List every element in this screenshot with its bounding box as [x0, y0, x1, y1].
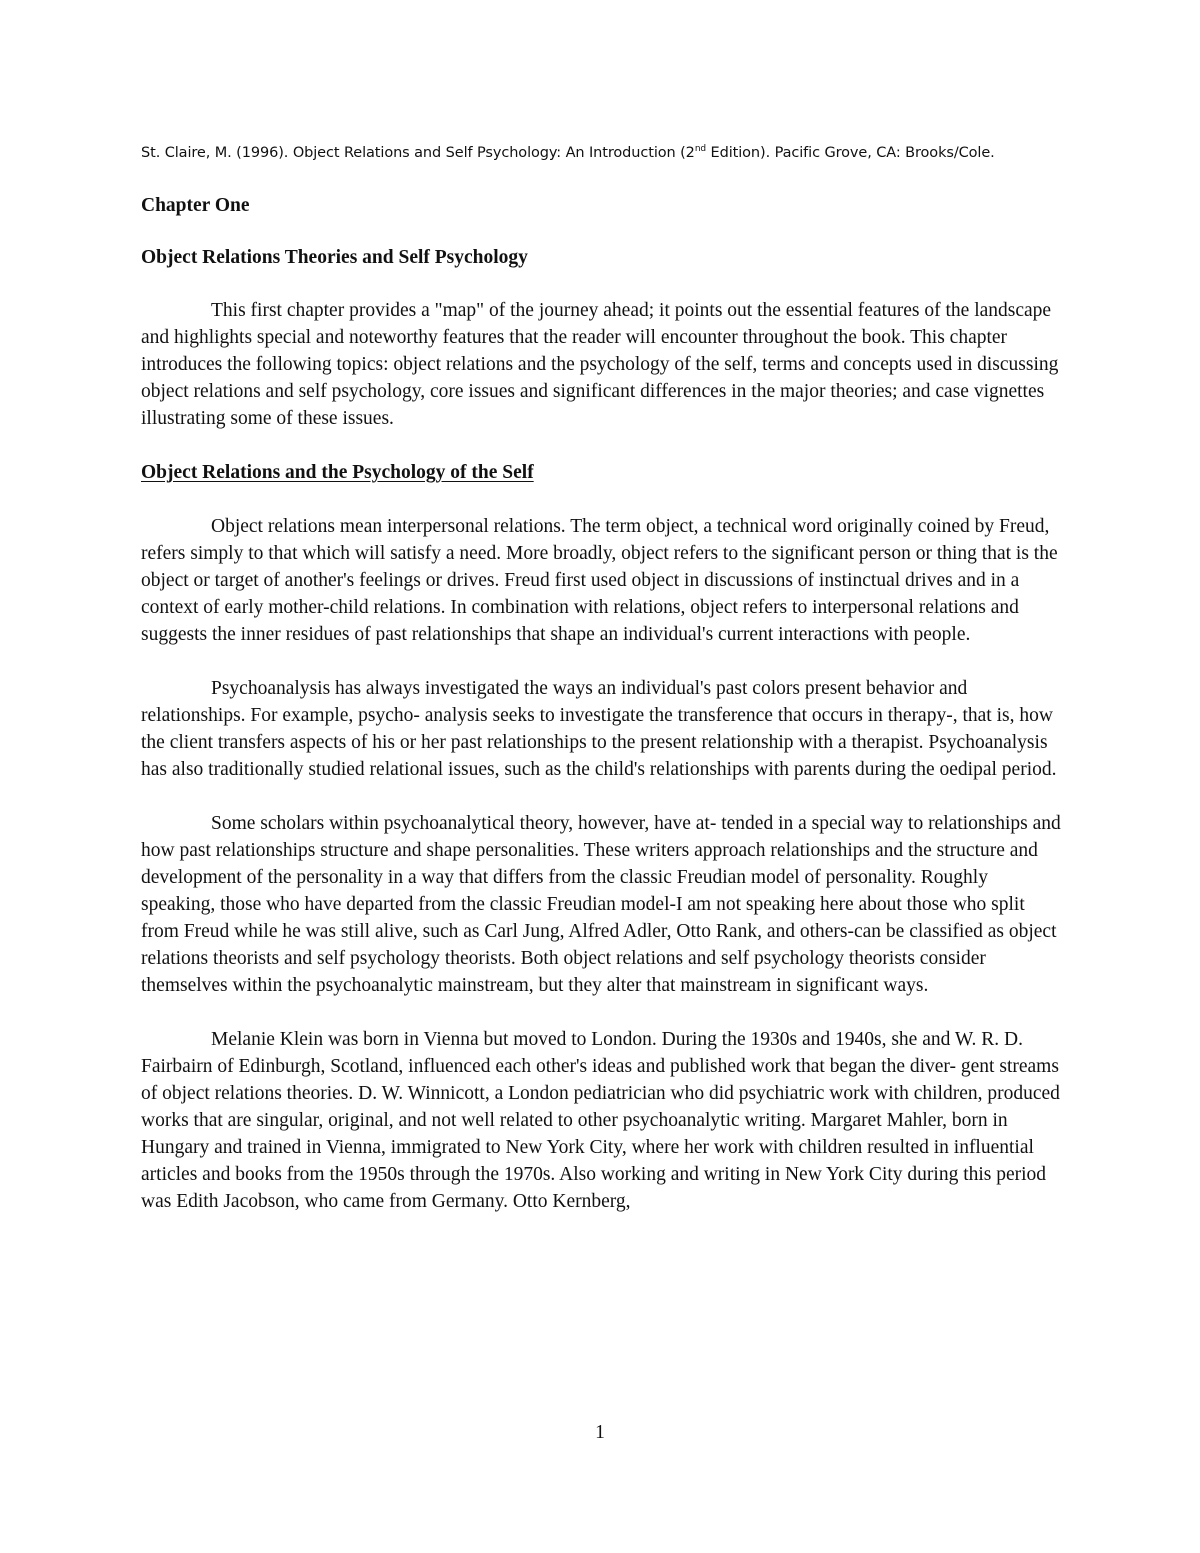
citation-text: St. Claire, M. (1996). Object Relations and Self Psychology: An Introduction (2 [141, 145, 695, 161]
section-title: Object Relations and the Psychology of the Self [141, 462, 534, 483]
body-paragraph: Object relations mean interpersonal relations. The term object, a technical word originally coined by Freud, refers simply to that which will satisfy a need. More broadly, object refers to the significant person or thing that is the object or target of another's feelings or drives. Freud first used object in discussions of instinctual drives and in a context of early mother-child relations. In combination with relations, object refers to interpersonal relations and suggests the inner residues of past relationships that shape an individual's current interactions with people. [141, 516, 1058, 645]
intro-paragraph: This first chapter provides a "map" of the journey ahead; it points out the essential features of the landscape and highlights special and noteworthy features that the reader will encounter throughout the book. This chapter introduces the following topics: object relations and the psychology of the self, terms and concepts used in discussing object relations and self psychology, core issues and significant differences in the major theories; and case vignettes illustrating some of these issues. [141, 300, 1059, 429]
citation [141, 142, 1061, 164]
citation-superscript: nd [694, 144, 707, 155]
citation-text-end: Edition). Pacific Grove, CA: Brooks/Cole. [706, 145, 995, 161]
page-number: 1 [595, 1422, 605, 1443]
body-paragraph: Melanie Klein was born in Vienna but moved to London. During the 1930s and 1940s, she and W. R. D. Fairbairn of Edinburgh, Scotland, influenced each other's ideas and published work that began the diver- gent streams of object relations theories. D. W. Winnicott, a London pediatrician who did psychiatric work with children, produced works that are singular, original, and not well related to other psychoanalytic writing. Margaret Mahler, born in Hungary and trained in Vienna, immigrated to New York City, where her work with children resulted in influential articles and books from the 1950s through the 1970s. Also working and writing in New York City during this period was Edith Jacobson, who came from Germany. Otto Kernberg, [141, 1029, 1060, 1212]
chapter-label: Chapter One [141, 195, 250, 216]
body-paragraph: Psychoanalysis has always investigated the ways an individual's past colors present behavior and relationships. For example, psycho- analysis seeks to investigate the transference that occurs in therapy-, that is, how the client transfers aspects of his or her past relationships to the present relationship with a therapist. Psychoanalysis has also traditionally studied relational issues, such as the child's relationships with parents during the oedipal period. [141, 678, 1057, 780]
body-paragraph: Some scholars within psychoanalytical theory, however, have at- tended in a special way to relationships and how past relationships structure and shape personalities. These writers approach relationships and the structure and development of the personality in a way that differs from the classic Freudian model of personality. Roughly speaking, those who have departed from the classic Freudian model-I am not speaking here about those who split from Freud while he was still alive, such as Carl Jung, Alfred Adler, Otto Rank, and others-can be classified as object relations theorists and self psychology theorists. Both object relations and self psychology theorists consider themselves within the psychoanalytic mainstream, but they alter that mainstream in significant ways. [141, 813, 1061, 996]
chapter-title: Object Relations Theories and Self Psychology [141, 247, 528, 268]
document-page [141, 142, 1061, 1242]
